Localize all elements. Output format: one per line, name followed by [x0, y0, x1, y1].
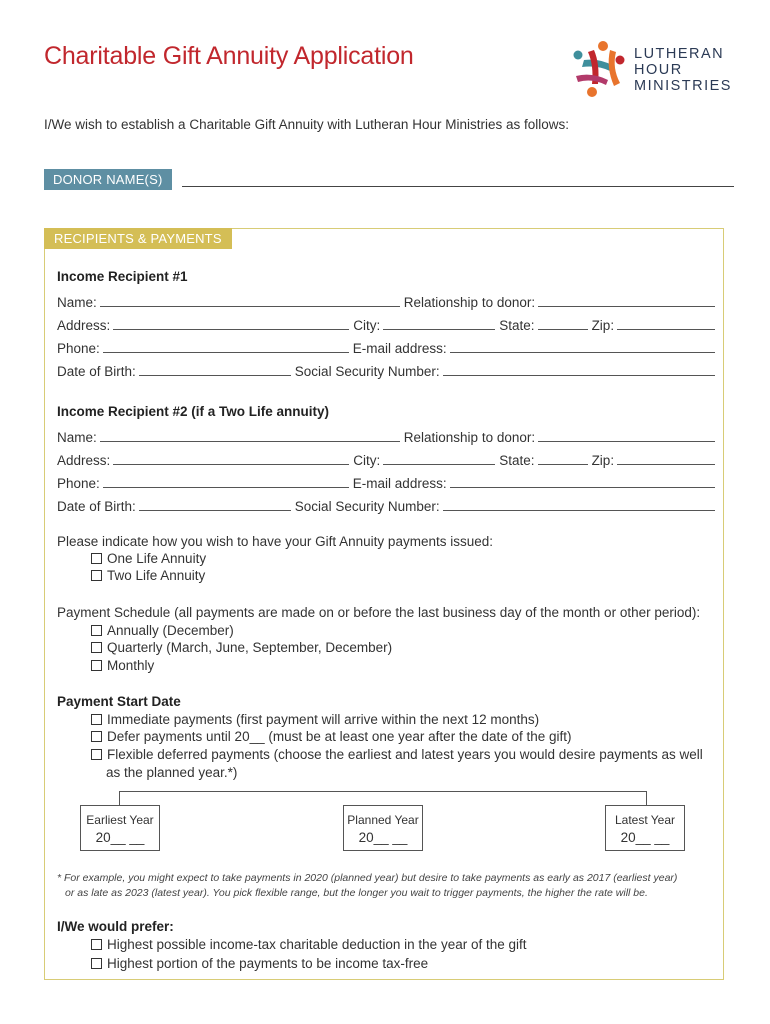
relationship-label: Relationship to donor: — [403, 295, 536, 310]
option-label: Two Life Annuity — [107, 568, 206, 583]
dob-label: Date of Birth: — [57, 364, 136, 379]
email-label: E-mail address: — [352, 476, 447, 491]
state-field[interactable] — [538, 463, 588, 465]
option-quarterly[interactable] — [91, 640, 392, 655]
name-field[interactable] — [100, 440, 400, 442]
earliest-year-box[interactable] — [80, 805, 160, 851]
recipient-2-heading: Income Recipient #2 (if a Two Life annuity) — [57, 404, 330, 419]
option-highest-deduction[interactable] — [91, 937, 527, 952]
name-label: Name: — [57, 295, 97, 310]
name-label: Name: — [57, 430, 97, 445]
ssn-field[interactable] — [443, 509, 715, 511]
prefer-heading: I/We would prefer: — [57, 919, 174, 934]
ssn-label: Social Security Number: — [294, 364, 440, 379]
option-label: Defer payments until 20__ (must be at least one year after the date of the gift) — [107, 729, 572, 744]
option-immediate[interactable] — [91, 712, 539, 727]
option-label: Annually (December) — [107, 623, 234, 638]
payment-start-heading: Payment Start Date — [57, 694, 181, 709]
option-two-life[interactable] — [91, 568, 205, 583]
logo-line-3: MINISTRIES — [634, 78, 732, 94]
earliest-year-label: Earliest Year — [86, 813, 154, 827]
email-field[interactable] — [450, 351, 715, 353]
city-label: City: — [353, 318, 381, 333]
dob-field[interactable] — [139, 509, 291, 511]
checkbox-icon[interactable] — [91, 749, 102, 760]
phone-label: Phone: — [57, 476, 100, 491]
city-field[interactable] — [383, 463, 495, 465]
option-one-life[interactable] — [91, 551, 206, 566]
page-title: Charitable Gift Annuity Application — [44, 42, 414, 70]
donor-name-label: DONOR NAME(S) — [44, 169, 172, 190]
footnote — [57, 871, 717, 901]
recipient-1-heading: Income Recipient #1 — [57, 269, 188, 284]
issue-question: Please indicate how you wish to have your Gift Annuity payments issued: — [57, 534, 493, 549]
email-field[interactable] — [450, 486, 715, 488]
planned-year-label: Planned Year — [347, 813, 419, 827]
option-label: Highest portion of the payments to be income tax-free — [107, 956, 429, 971]
option-annually[interactable] — [91, 623, 234, 638]
option-monthly[interactable] — [91, 658, 154, 673]
planned-year-box[interactable] — [343, 805, 423, 851]
donor-name-row — [44, 169, 734, 191]
address-label: Address: — [57, 318, 111, 333]
recipient-2-phone-row — [57, 473, 715, 491]
phone-label: Phone: — [57, 341, 100, 356]
intro-text: I/We wish to establish a Charitable Gift Annuity with Lutheran Hour Ministries as follows: — [44, 117, 569, 132]
option-label: Highest possible income-tax charitable deduction in the year of the gift — [107, 937, 527, 952]
recipient-1-address-row — [57, 315, 715, 333]
option-tax-free[interactable] — [91, 956, 428, 971]
schedule-question: Payment Schedule (all payments are made on or before the last business day of the month or other period): — [57, 605, 701, 620]
logo-wordmark — [634, 46, 732, 94]
option-flexible-cont: as the planned year.*) — [106, 765, 238, 780]
planned-year-value: 20__ __ — [358, 830, 408, 845]
ssn-label: Social Security Number: — [294, 499, 440, 514]
zip-label: Zip: — [591, 318, 615, 333]
footnote-line-2: or as late as 2023 (latest year). You pick flexible range, but the longer you wait to trigger payments, the higher the rate will be. — [65, 887, 648, 899]
latest-year-label: Latest Year — [614, 813, 676, 827]
recipient-1-name-row — [57, 292, 715, 310]
address-label: Address: — [57, 453, 111, 468]
option-defer[interactable] — [91, 729, 572, 744]
latest-year-box[interactable] — [605, 805, 685, 851]
relationship-field[interactable] — [538, 440, 715, 442]
dob-field[interactable] — [139, 374, 291, 376]
section-label: RECIPIENTS & PAYMENTS — [44, 228, 232, 249]
option-label: Flexible deferred payments (choose the earliest and latest years you would desire payments as well — [107, 747, 703, 762]
city-field[interactable] — [383, 328, 495, 330]
address-field[interactable] — [113, 328, 349, 330]
recipient-2-dob-row — [57, 496, 715, 514]
zip-label: Zip: — [591, 453, 615, 468]
earliest-year-value: 20__ __ — [95, 830, 145, 845]
state-label: State: — [499, 318, 535, 333]
checkbox-icon[interactable] — [91, 625, 102, 636]
email-label: E-mail address: — [352, 341, 447, 356]
logo-line-2: HOUR — [634, 62, 683, 78]
recipient-1-dob-row — [57, 361, 715, 379]
option-label: Monthly — [107, 658, 155, 673]
checkbox-icon[interactable] — [91, 553, 102, 564]
ssn-field[interactable] — [443, 374, 715, 376]
name-field[interactable] — [100, 305, 400, 307]
footnote-line-1: * For example, you might expect to take payments in 2020 (planned year) but desire to take payments as early as 2017 (earliest year) — [57, 872, 678, 884]
phone-field[interactable] — [103, 486, 349, 488]
checkbox-icon[interactable] — [91, 714, 102, 725]
option-label: One Life Annuity — [107, 551, 207, 566]
dob-label: Date of Birth: — [57, 499, 136, 514]
recipient-1-phone-row — [57, 338, 715, 356]
logo-mark-icon — [570, 40, 632, 102]
zip-field[interactable] — [617, 463, 715, 465]
relationship-field[interactable] — [538, 305, 715, 307]
latest-year-value: 20__ __ — [620, 830, 670, 845]
year-bracket — [119, 791, 647, 806]
recipient-2-address-row — [57, 450, 715, 468]
logo-line-1: LUTHERAN — [634, 46, 725, 62]
city-label: City: — [353, 453, 381, 468]
checkbox-icon[interactable] — [91, 642, 102, 653]
zip-field[interactable] — [617, 328, 715, 330]
state-field[interactable] — [538, 328, 588, 330]
checkbox-icon[interactable] — [91, 731, 102, 742]
address-field[interactable] — [113, 463, 349, 465]
phone-field[interactable] — [103, 351, 349, 353]
recipient-2-name-row — [57, 427, 715, 445]
donor-name-field[interactable] — [182, 186, 734, 187]
recipients-payments-section — [44, 228, 724, 980]
state-label: State: — [499, 453, 535, 468]
option-label: Quarterly (March, June, September, December) — [107, 640, 393, 655]
relationship-label: Relationship to donor: — [403, 430, 536, 445]
checkbox-icon[interactable] — [91, 958, 102, 969]
checkbox-icon[interactable] — [91, 939, 102, 950]
checkbox-icon[interactable] — [91, 660, 102, 671]
option-flexible[interactable] — [91, 747, 703, 762]
lutheran-hour-ministries-logo — [570, 40, 740, 102]
checkbox-icon[interactable] — [91, 570, 102, 581]
option-label: Immediate payments (first payment will arrive within the next 12 months) — [107, 712, 540, 727]
